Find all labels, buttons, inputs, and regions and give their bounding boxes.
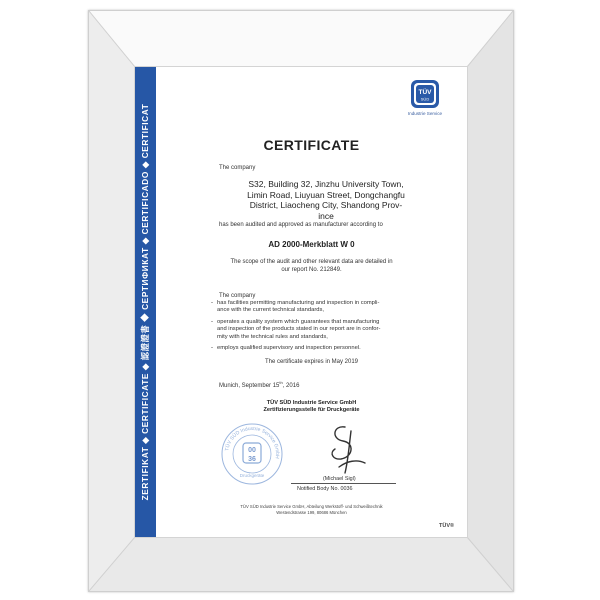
issuer-name: TÜV SÜD Industrie Service GmbH xyxy=(266,400,357,406)
signature-icon xyxy=(315,421,373,477)
issuer-department: Zertifizierungsstelle für Druckgeräte xyxy=(263,407,360,413)
scope-line: our report No. 212849. xyxy=(281,266,342,273)
standard-name: AD 2000-Merkblatt W 0 xyxy=(268,240,355,249)
bullet-line: employs qualified supervisory and inspection personnel. xyxy=(217,345,361,351)
address-line: S32, Building 32, Jinzhu University Town, xyxy=(248,179,404,189)
bullet-item xyxy=(217,319,432,341)
bullet-line: has facilities permitting manufacturing and inspection in compli- xyxy=(217,300,380,306)
date-prefix: Munich, September 15 xyxy=(219,383,280,389)
issue-date xyxy=(219,379,299,391)
expiry-text: The certificate expires in May 2019 xyxy=(264,359,359,365)
signatory-name: (Michael Sigl) xyxy=(323,476,356,482)
svg-text:TÜV SÜD Industrie Service GmbH: TÜV SÜD Industrie Service GmbH xyxy=(224,425,281,459)
date-year: , 2016 xyxy=(282,383,300,389)
bullet-line: ance with the current technical standards, xyxy=(217,307,324,314)
footer-line: Westendstrasse 199, 80686 München xyxy=(276,509,347,515)
bullet-dash: - xyxy=(211,345,213,351)
footer-address xyxy=(156,504,467,515)
bullet-item xyxy=(217,300,432,315)
notified-body: Notified Body No. 0036 xyxy=(297,486,353,492)
audited-text: has been audited and approved as manufacturer according to xyxy=(219,222,383,228)
scope-text xyxy=(156,259,467,274)
svg-text:SÜD: SÜD xyxy=(420,96,430,102)
round-stamp xyxy=(219,421,285,487)
signature-line xyxy=(291,483,396,484)
certificate-paper xyxy=(134,66,468,538)
company-label: The company xyxy=(219,293,256,299)
bullet-line: mity with the technical rules and standards, xyxy=(217,333,328,340)
footer-line: TÜV SÜD Industrie Service GmbH, Abteilung Werkstoff- und Schweißtechnik xyxy=(240,504,383,509)
certificate-title: CERTIFICATE xyxy=(263,137,360,153)
svg-text:TÜV: TÜV xyxy=(418,89,432,96)
svg-text:Druckgeräte: Druckgeräte xyxy=(239,473,265,478)
tuv-logo-icon xyxy=(408,77,442,111)
bullet-item xyxy=(217,345,432,352)
bullet-dash: - xyxy=(211,300,213,306)
intro-text: The company xyxy=(219,165,256,171)
band-text: ZERTIFIKAT ◆ CERTIFICATE ◆ 認證證書 ◆ СЕРТИФИКАТ ◆ CERTIFICADO ◆ CERTIFICAT xyxy=(140,103,150,501)
scope-line: The scope of the audit and other relevant data are detailed in xyxy=(230,259,393,265)
address-line: Limin Road, Liuyuan Street, Dongchangfu xyxy=(247,189,405,200)
issuer-block xyxy=(156,400,467,414)
date-suffix: th xyxy=(279,380,283,385)
bullet-line: and inspection of the products stated in our report are in confor- xyxy=(217,326,381,333)
address-line: ince xyxy=(318,210,334,221)
svg-text:00: 00 xyxy=(248,447,256,454)
company-address xyxy=(231,179,421,221)
bullet-dash: - xyxy=(211,319,213,325)
svg-text:36: 36 xyxy=(248,456,256,463)
bullet-line: operates a quality system which guarantees that manufacturing xyxy=(217,319,380,325)
address-line: District, Liaocheng City, Shandong Prov- xyxy=(249,200,403,210)
side-band xyxy=(135,67,156,537)
logo-caption: Industrie Service xyxy=(407,111,443,116)
corner-mark: TÜV® xyxy=(439,523,455,529)
